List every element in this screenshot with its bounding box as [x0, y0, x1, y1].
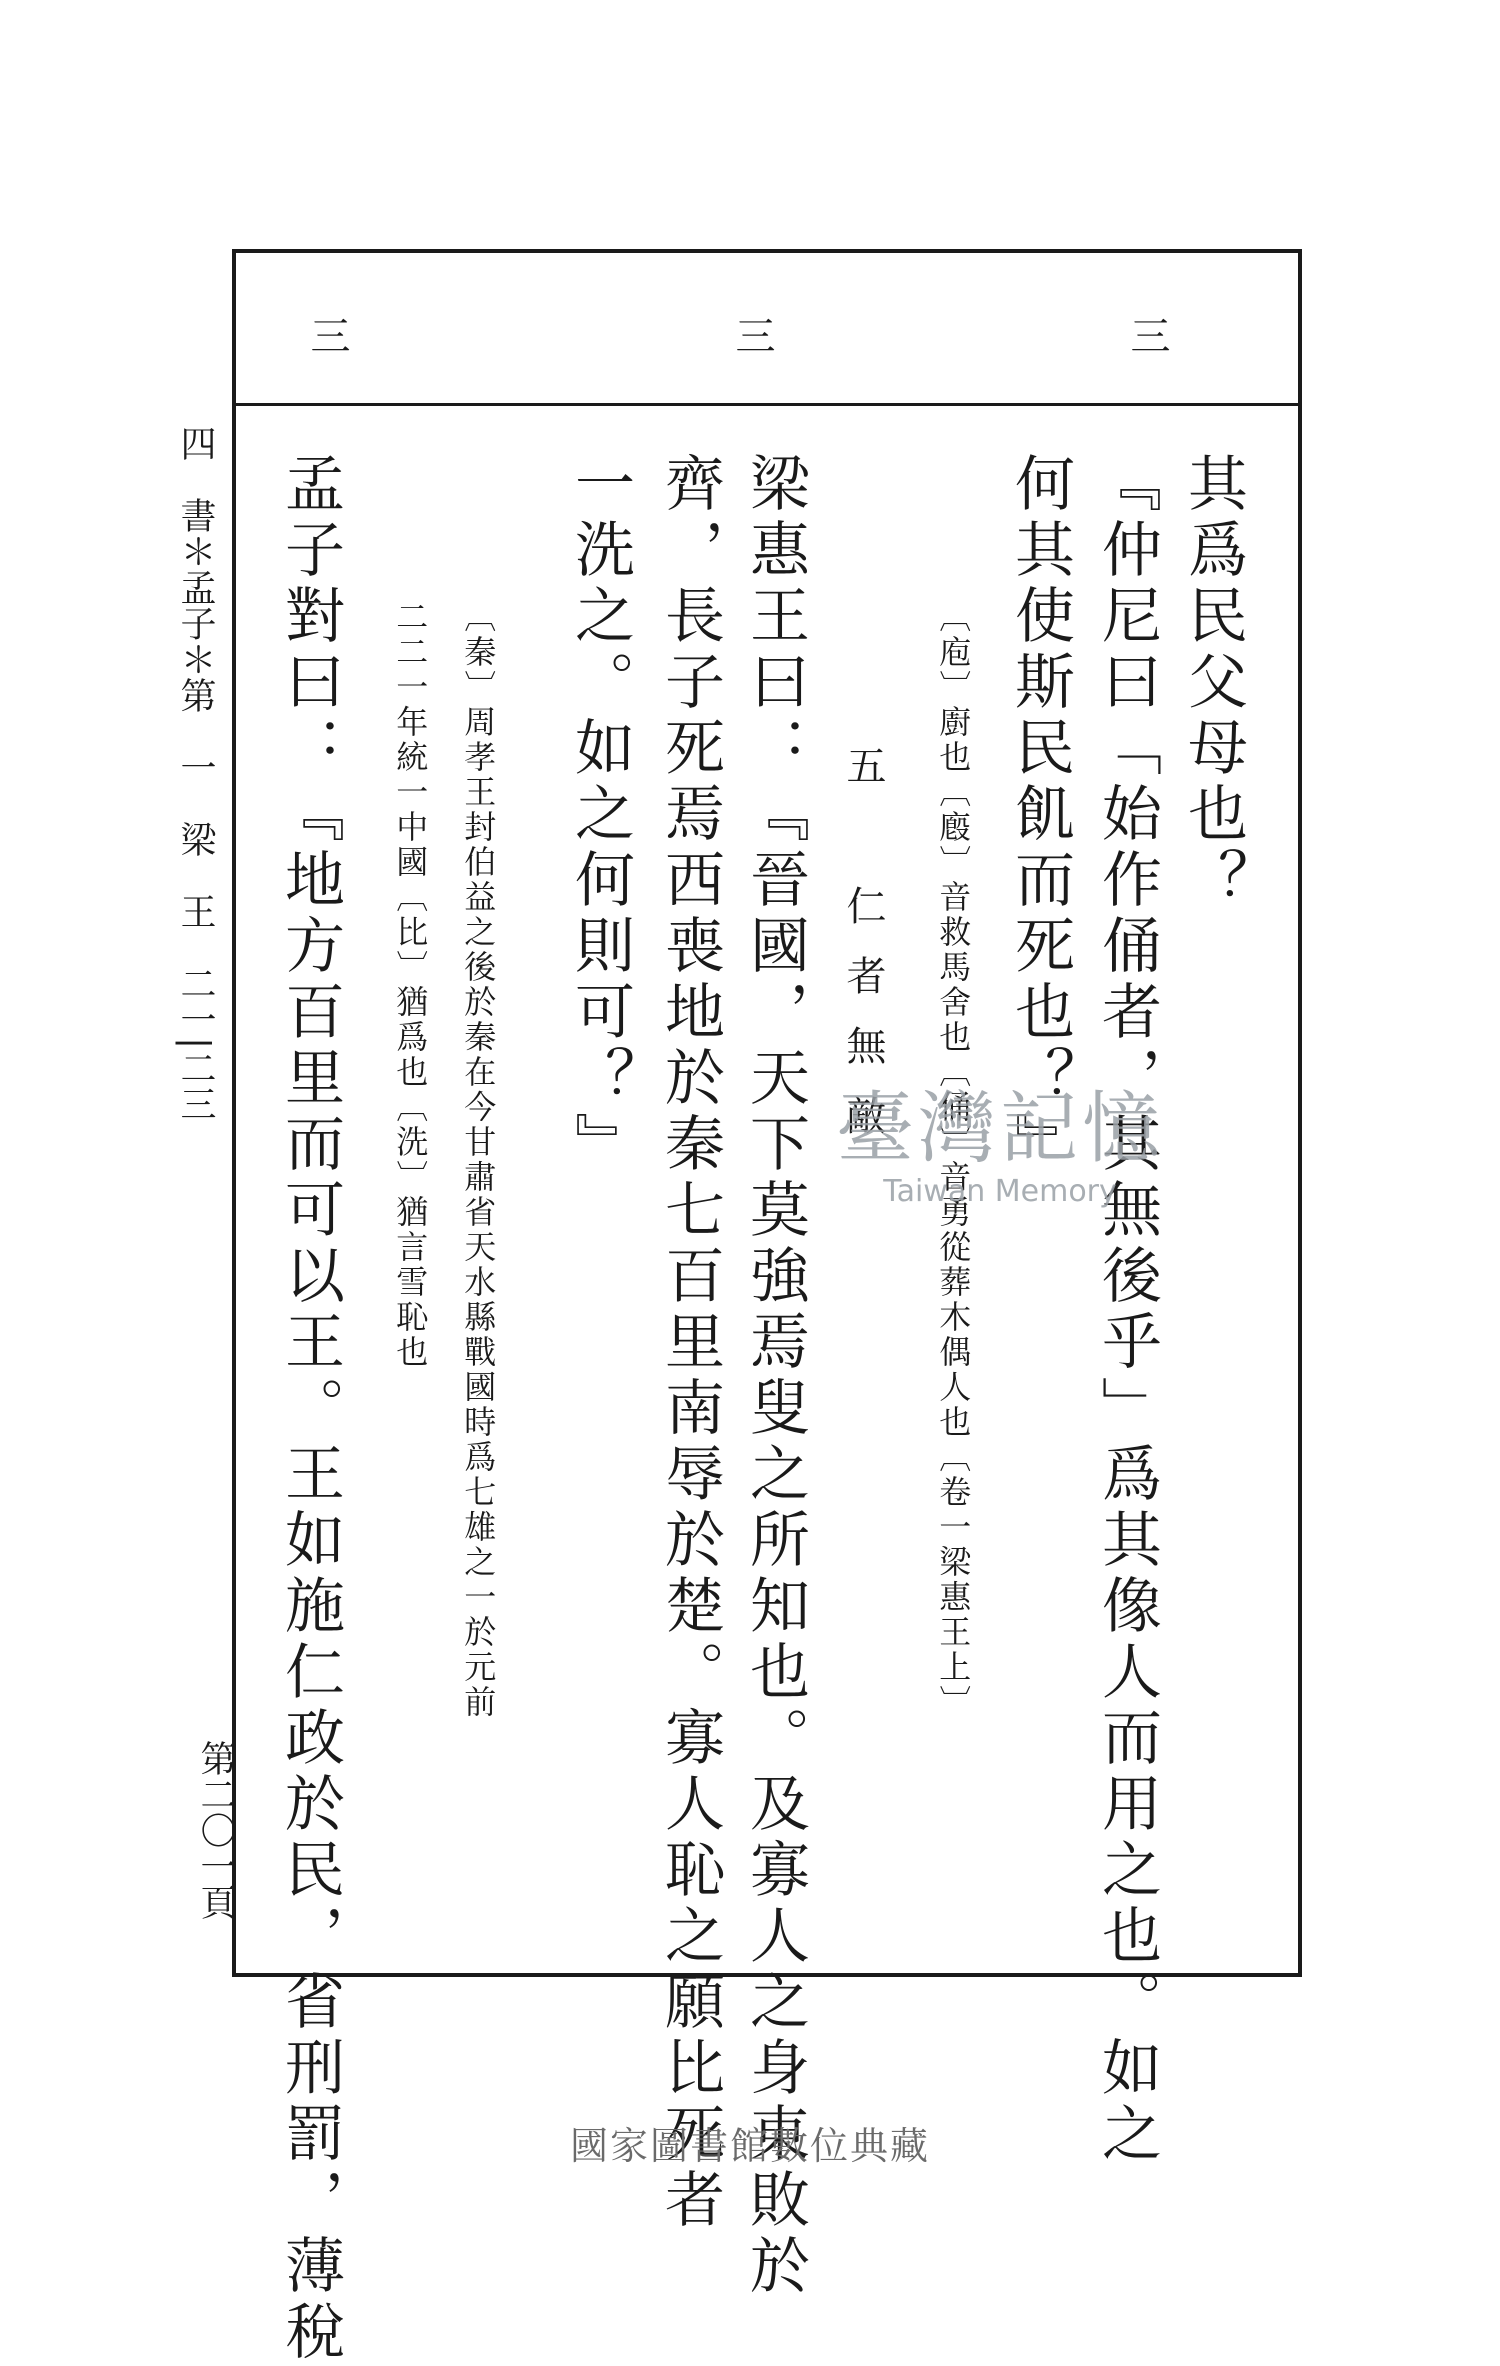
annotation-column-1: 〔庖〕廚也〔廏〕音救馬舍也〔俑〕音勇從葬木偶人也〔卷一梁惠王上〕 — [934, 600, 973, 1720]
header-number-right: 三 — [1124, 315, 1170, 357]
page-number: 第二〇一頁 — [195, 1740, 236, 1920]
text-column-2: 『仲尼曰「始作俑者，其無後乎」爲其像人而用之也。如之 — [1092, 452, 1162, 2168]
text-column-7: 孟子對曰：『地方百里而可以王。王如施仁政於民，省刑罰，薄稅 — [275, 452, 345, 2366]
header-number-left: 三 — [304, 315, 350, 357]
header-number-middle: 三 — [729, 315, 775, 357]
watermark-chinese: 臺灣記憶 — [835, 1084, 1164, 1174]
watermark-english: Taiwan Memory — [883, 1174, 1117, 1209]
text-column-3: 何其使斯民飢而死也？』 — [1005, 452, 1075, 1178]
footer-banner: 國家圖書館數位典藏 — [569, 2124, 930, 2168]
text-column-1: 其爲民父母也？ — [1178, 452, 1248, 914]
annotation-column-3: 二二一年統一中國〔比〕猶爲也〔洗〕猶言雪恥也 — [391, 600, 430, 1370]
header-band — [236, 253, 1298, 406]
text-column-6: 一洗之。如之何則可？』 — [565, 452, 635, 1178]
left-margin-caption: 四 書＊孟子＊第 一 梁 王 二一|二三 — [175, 425, 216, 1122]
watermark-logo — [780, 1084, 1220, 1209]
annotation-column-2: 〔秦〕周孝王封伯益之後於秦在今甘肅省天水縣戰國時爲七雄之一於元前 — [459, 600, 498, 1720]
text-column-4: 梁惠王曰：『晉國，天下莫強焉叟之所知也。及寡人之身東敗於 — [740, 452, 810, 2300]
text-column-5: 齊，長子死焉西喪地於秦七百里南辱於楚。寡人恥之願比死者 — [655, 452, 725, 2234]
section-heading: 五 仁者無敵 — [840, 745, 886, 1165]
